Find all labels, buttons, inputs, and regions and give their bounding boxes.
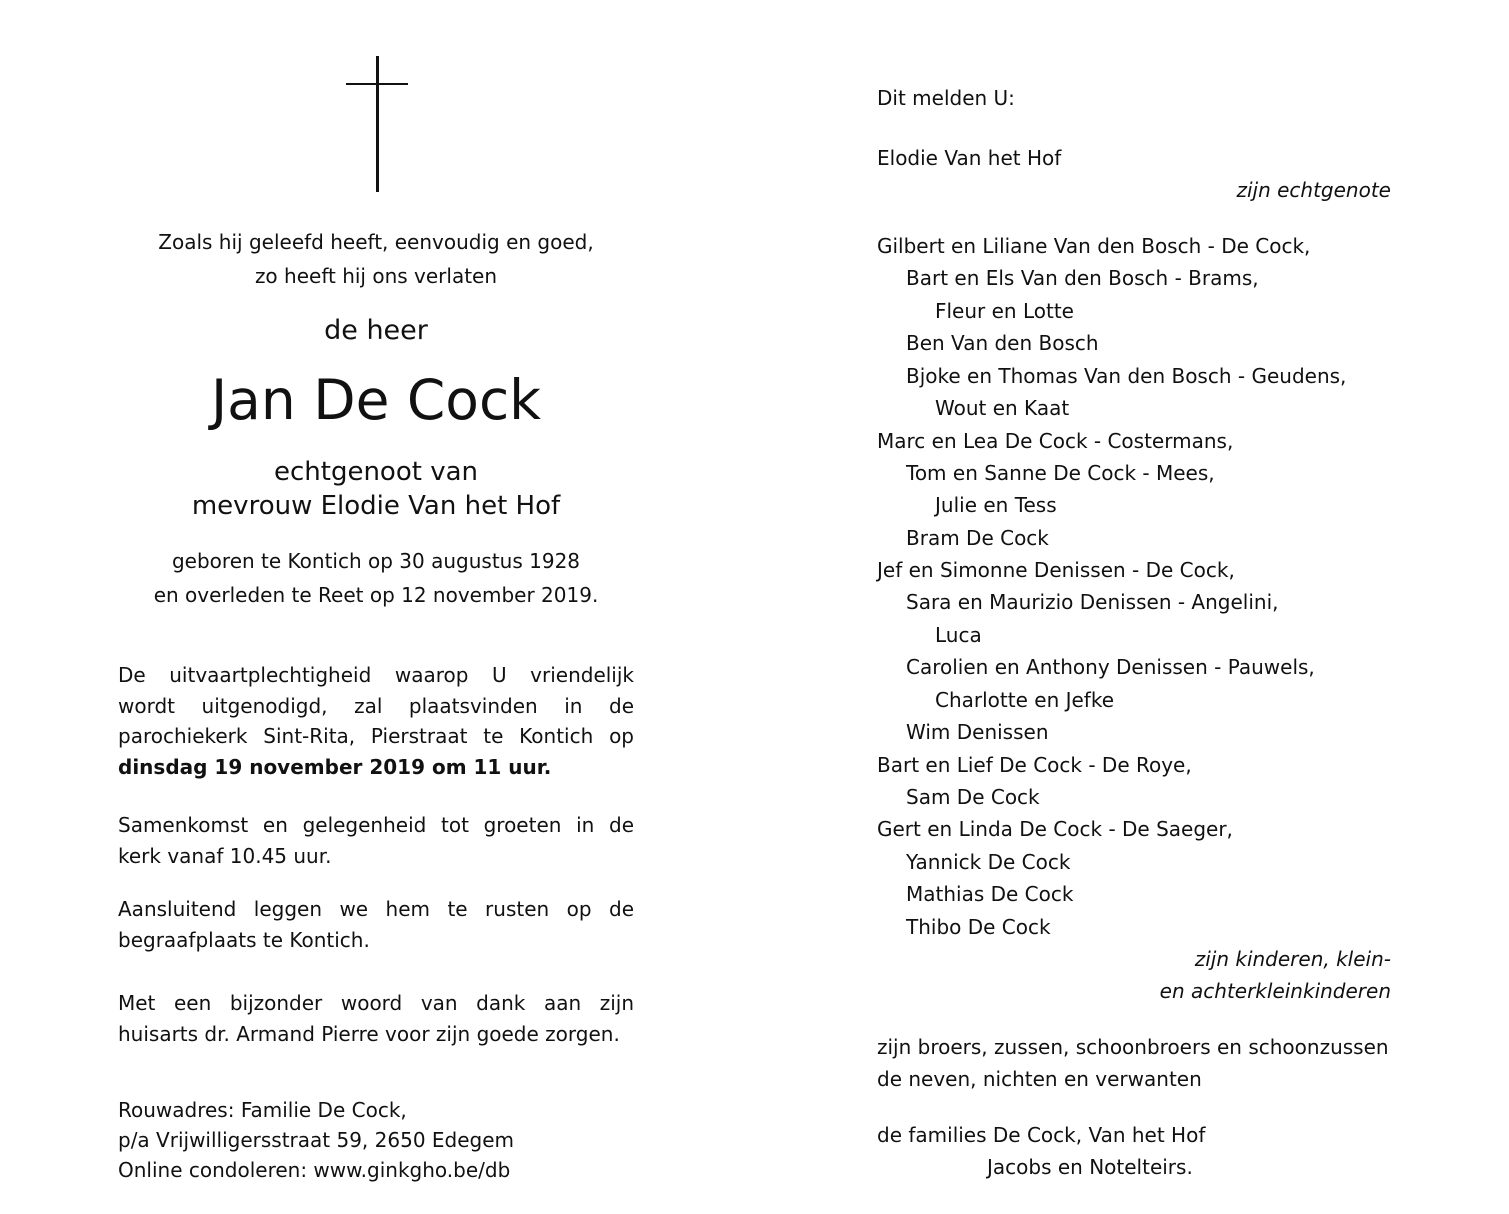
family-line: Ben Van den Bosch	[906, 331, 1099, 355]
burial-line: Aansluitend leggen we hem te rusten op de	[118, 897, 634, 921]
family-line: Bjoke en Thomas Van den Bosch - Geudens,	[906, 364, 1347, 388]
family-line: Carolien en Anthony Denissen - Pauwels,	[906, 655, 1315, 679]
families-line-2: Jacobs en Notelteirs.	[987, 1155, 1193, 1179]
family-line: Fleur en Lotte	[935, 299, 1074, 323]
family-line: Bart en Els Van den Bosch - Brams,	[906, 266, 1259, 290]
family-line: Charlotte en Jefke	[935, 688, 1115, 712]
relatives-line: de neven, nichten en verwanten	[877, 1067, 1202, 1091]
family-line: Bram De Cock	[906, 526, 1049, 550]
deceased-name: Jan De Cock	[210, 368, 542, 432]
online-condolence-line: Online condoleren: www.ginkgho.be/db	[118, 1158, 511, 1182]
families-line-1: de families De Cock, Van het Hof	[877, 1123, 1206, 1147]
burial-line: begraafplaats te Kontich.	[118, 927, 370, 952]
title: de heer	[324, 315, 428, 346]
burial-paragraph	[118, 894, 634, 955]
family-line: Sara en Maurizio Denissen - Angelini,	[906, 590, 1279, 614]
address-block	[118, 1095, 514, 1185]
family-line: Yannick De Cock	[906, 850, 1071, 874]
gathering-line: kerk vanaf 10.45 uur.	[118, 843, 332, 868]
quote-line-2: zo heeft hij ons verlaten	[254, 264, 498, 288]
family-line: Gilbert en Liliane Van den Bosch - De Cock,	[877, 234, 1311, 258]
family-line: Gert en Linda De Cock - De Saeger,	[877, 817, 1233, 841]
address-line: p/a Vrijwilligersstraat 59, 2650 Edegem	[118, 1128, 515, 1152]
family-line: Bart en Lief De Cock - De Roye,	[877, 753, 1192, 777]
cross-icon	[376, 56, 379, 192]
children-role-line-1: zijn kinderen, klein-	[1194, 947, 1391, 971]
family-line: Mathias De Cock	[906, 882, 1074, 906]
family-line: Wim Denissen	[906, 720, 1049, 744]
spouse-name: Elodie Van het Hof	[877, 146, 1062, 170]
family-line: Wout en Kaat	[935, 396, 1070, 420]
spouse-line-1: echtgenoot van	[273, 457, 478, 487]
family-line: Marc en Lea De Cock - Costermans,	[877, 429, 1234, 453]
ceremony-date: dinsdag 19 november 2019 om 11 uur.	[118, 754, 552, 779]
gathering-line: Samenkomst en gelegenheid tot groeten in de	[118, 813, 634, 837]
family-line: Jef en Simonne Denissen - De Cock,	[877, 558, 1235, 582]
family-line: Thibo De Cock	[906, 915, 1051, 939]
children-role-line-2: en achterkleinkinderen	[1159, 979, 1391, 1003]
family-line: Tom en Sanne De Cock - Mees,	[906, 461, 1215, 485]
thanks-paragraph	[118, 988, 634, 1049]
cross-icon-bar	[346, 83, 408, 85]
thanks-line: huisarts dr. Armand Pierre voor zijn goede zorgen.	[118, 1021, 620, 1046]
ceremony-line: De uitvaartplechtigheid waarop U vriendelijk	[118, 663, 634, 687]
ceremony-line: wordt uitgenodigd, zal plaatsvinden in de	[118, 693, 634, 718]
address-line: Rouwadres: Familie De Cock,	[118, 1098, 407, 1122]
family-line: Sam De Cock	[906, 785, 1040, 809]
intro-text: Dit melden U:	[877, 86, 1015, 110]
siblings-line: zijn broers, zussen, schoonbroers en schoonzussen	[877, 1035, 1389, 1059]
gathering-paragraph	[118, 810, 634, 871]
ceremony-line: parochiekerk Sint-Rita, Pierstraat te Kontich op	[118, 724, 634, 748]
death-date: en overleden te Reet op 12 november 2019.	[153, 583, 599, 607]
spouse-role: zijn echtgenote	[1236, 178, 1391, 202]
family-line: Julie en Tess	[935, 493, 1057, 517]
spouse-line-2: mevrouw Elodie Van het Hof	[191, 491, 561, 521]
family-line: Luca	[935, 623, 982, 647]
quote-line-1: Zoals hij geleefd heeft, eenvoudig en goed,	[158, 230, 594, 254]
ceremony-paragraph	[118, 660, 634, 782]
thanks-line: Met een bijzonder woord van dank aan zijn	[118, 991, 634, 1015]
birth-date: geboren te Kontich op 30 augustus 1928	[171, 549, 581, 573]
